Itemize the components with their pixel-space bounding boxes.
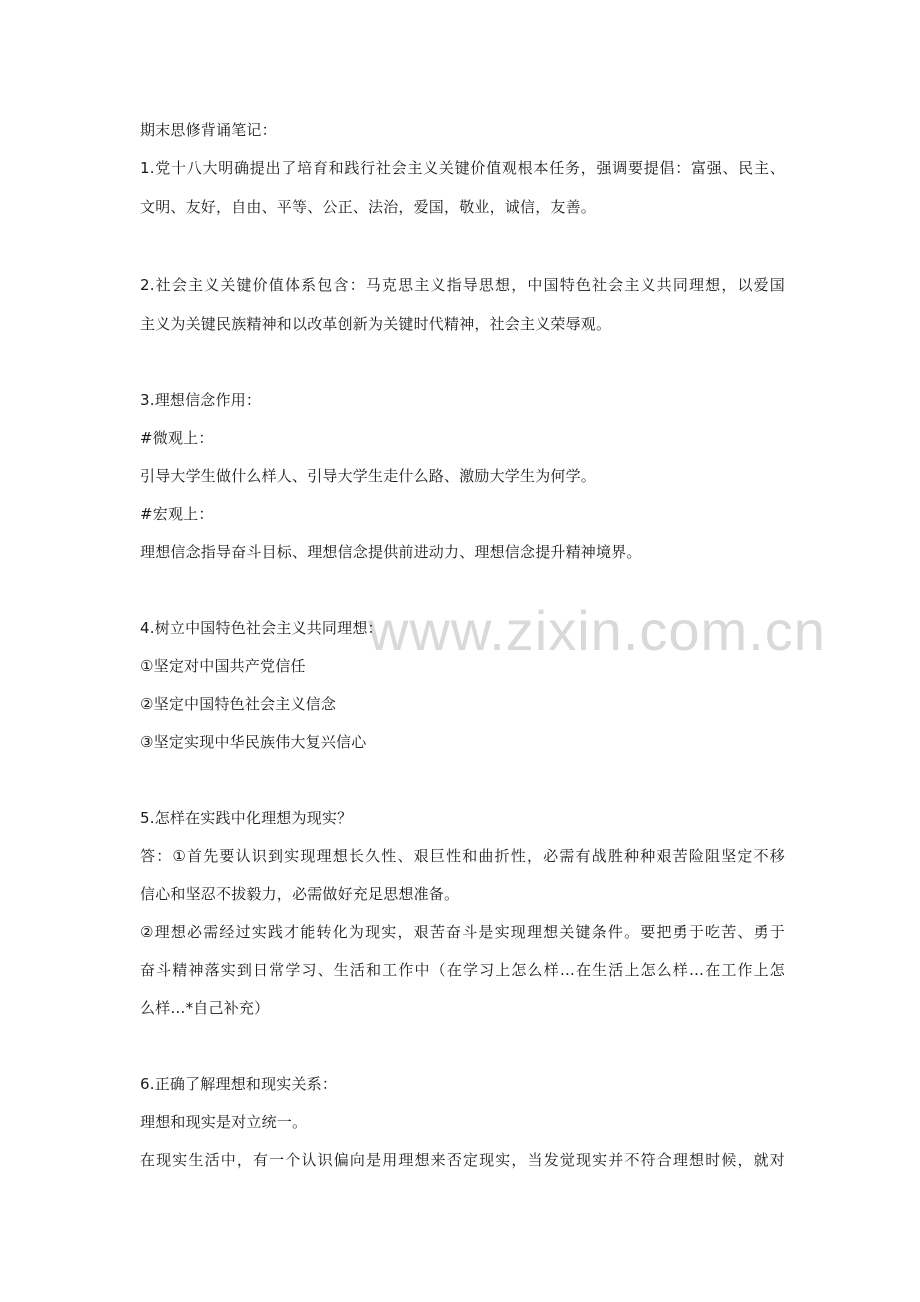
watermark: www.zixin.com.cn (368, 599, 826, 662)
section-3-heading: 3.理想信念作用： (140, 391, 262, 409)
section-5-heading: 5.怎样在实践中化理想为现实？ (140, 809, 353, 827)
micro-label: #微观上： (140, 429, 214, 447)
list-item: ①坚定对中国共产党信任 (140, 657, 306, 675)
macro-label: #宏观上： (140, 505, 214, 523)
section-2-line-1: 2.社会主义关键价值体系包含：马克思主义指导思想，中国特色社会主义共同理想，以爱国 (140, 276, 785, 294)
section-4-heading: 4.树立中国特色社会主义共同理想： (140, 619, 383, 637)
answer-2-line-1: ②理想必需经过实践才能转化为现实，艰苦奋斗是实现理想关键条件。要把勇于吃苦、勇于 (140, 923, 785, 941)
answer-1-line-1: 答：①首先要认识到实现理想长久性、艰巨性和曲折性，必需有战胜种种艰苦险阻坚定不移 (140, 847, 785, 865)
section-1-line-1: 1.党十八大明确提出了培育和践行社会主义关键价值观根本任务，强调要提倡：富强、民主、 (140, 159, 785, 177)
section-1-line-2: 文明、友好，自由、平等、公正、法治，爱国，敬业，诚信，友善。 (140, 198, 597, 216)
micro-text: 引导大学生做什么样人、引导大学生走什么路、激励大学生为何学。 (140, 467, 597, 485)
doc-title: 期末思修背诵笔记： (140, 121, 277, 139)
list-item: ②坚定中国特色社会主义信念 (140, 695, 337, 713)
section-2-line-2: 主义为关键民族精神和以改革创新为关键时代精神，社会主义荣辱观。 (140, 315, 612, 333)
section-6-paragraph-2-line-1: 在现实生活中，有一个认识偏向是用理想来否定现实，当发觉现实并不符合理想时候，就对 (140, 1151, 785, 1169)
answer-2-line-3: 么样…*自己补充） (140, 999, 270, 1017)
section-6-heading: 6.正确了解理想和现实关系： (140, 1075, 338, 1093)
section-6-paragraph-1: 理想和现实是对立统一。 (140, 1113, 308, 1131)
list-item: ③坚定实现中华民族伟大复兴信心 (140, 733, 367, 751)
macro-text: 理想信念指导奋斗目标、理想信念提供前进动力、理想信念提升精神境界。 (140, 543, 642, 561)
answer-1-line-2: 信心和坚忍不拔毅力，必需做好充足思想准备。 (140, 885, 460, 903)
answer-2-line-2: 奋斗精神落实到日常学习、生活和工作中（在学习上怎么样…在生活上怎么样…在工作上怎 (140, 961, 785, 979)
